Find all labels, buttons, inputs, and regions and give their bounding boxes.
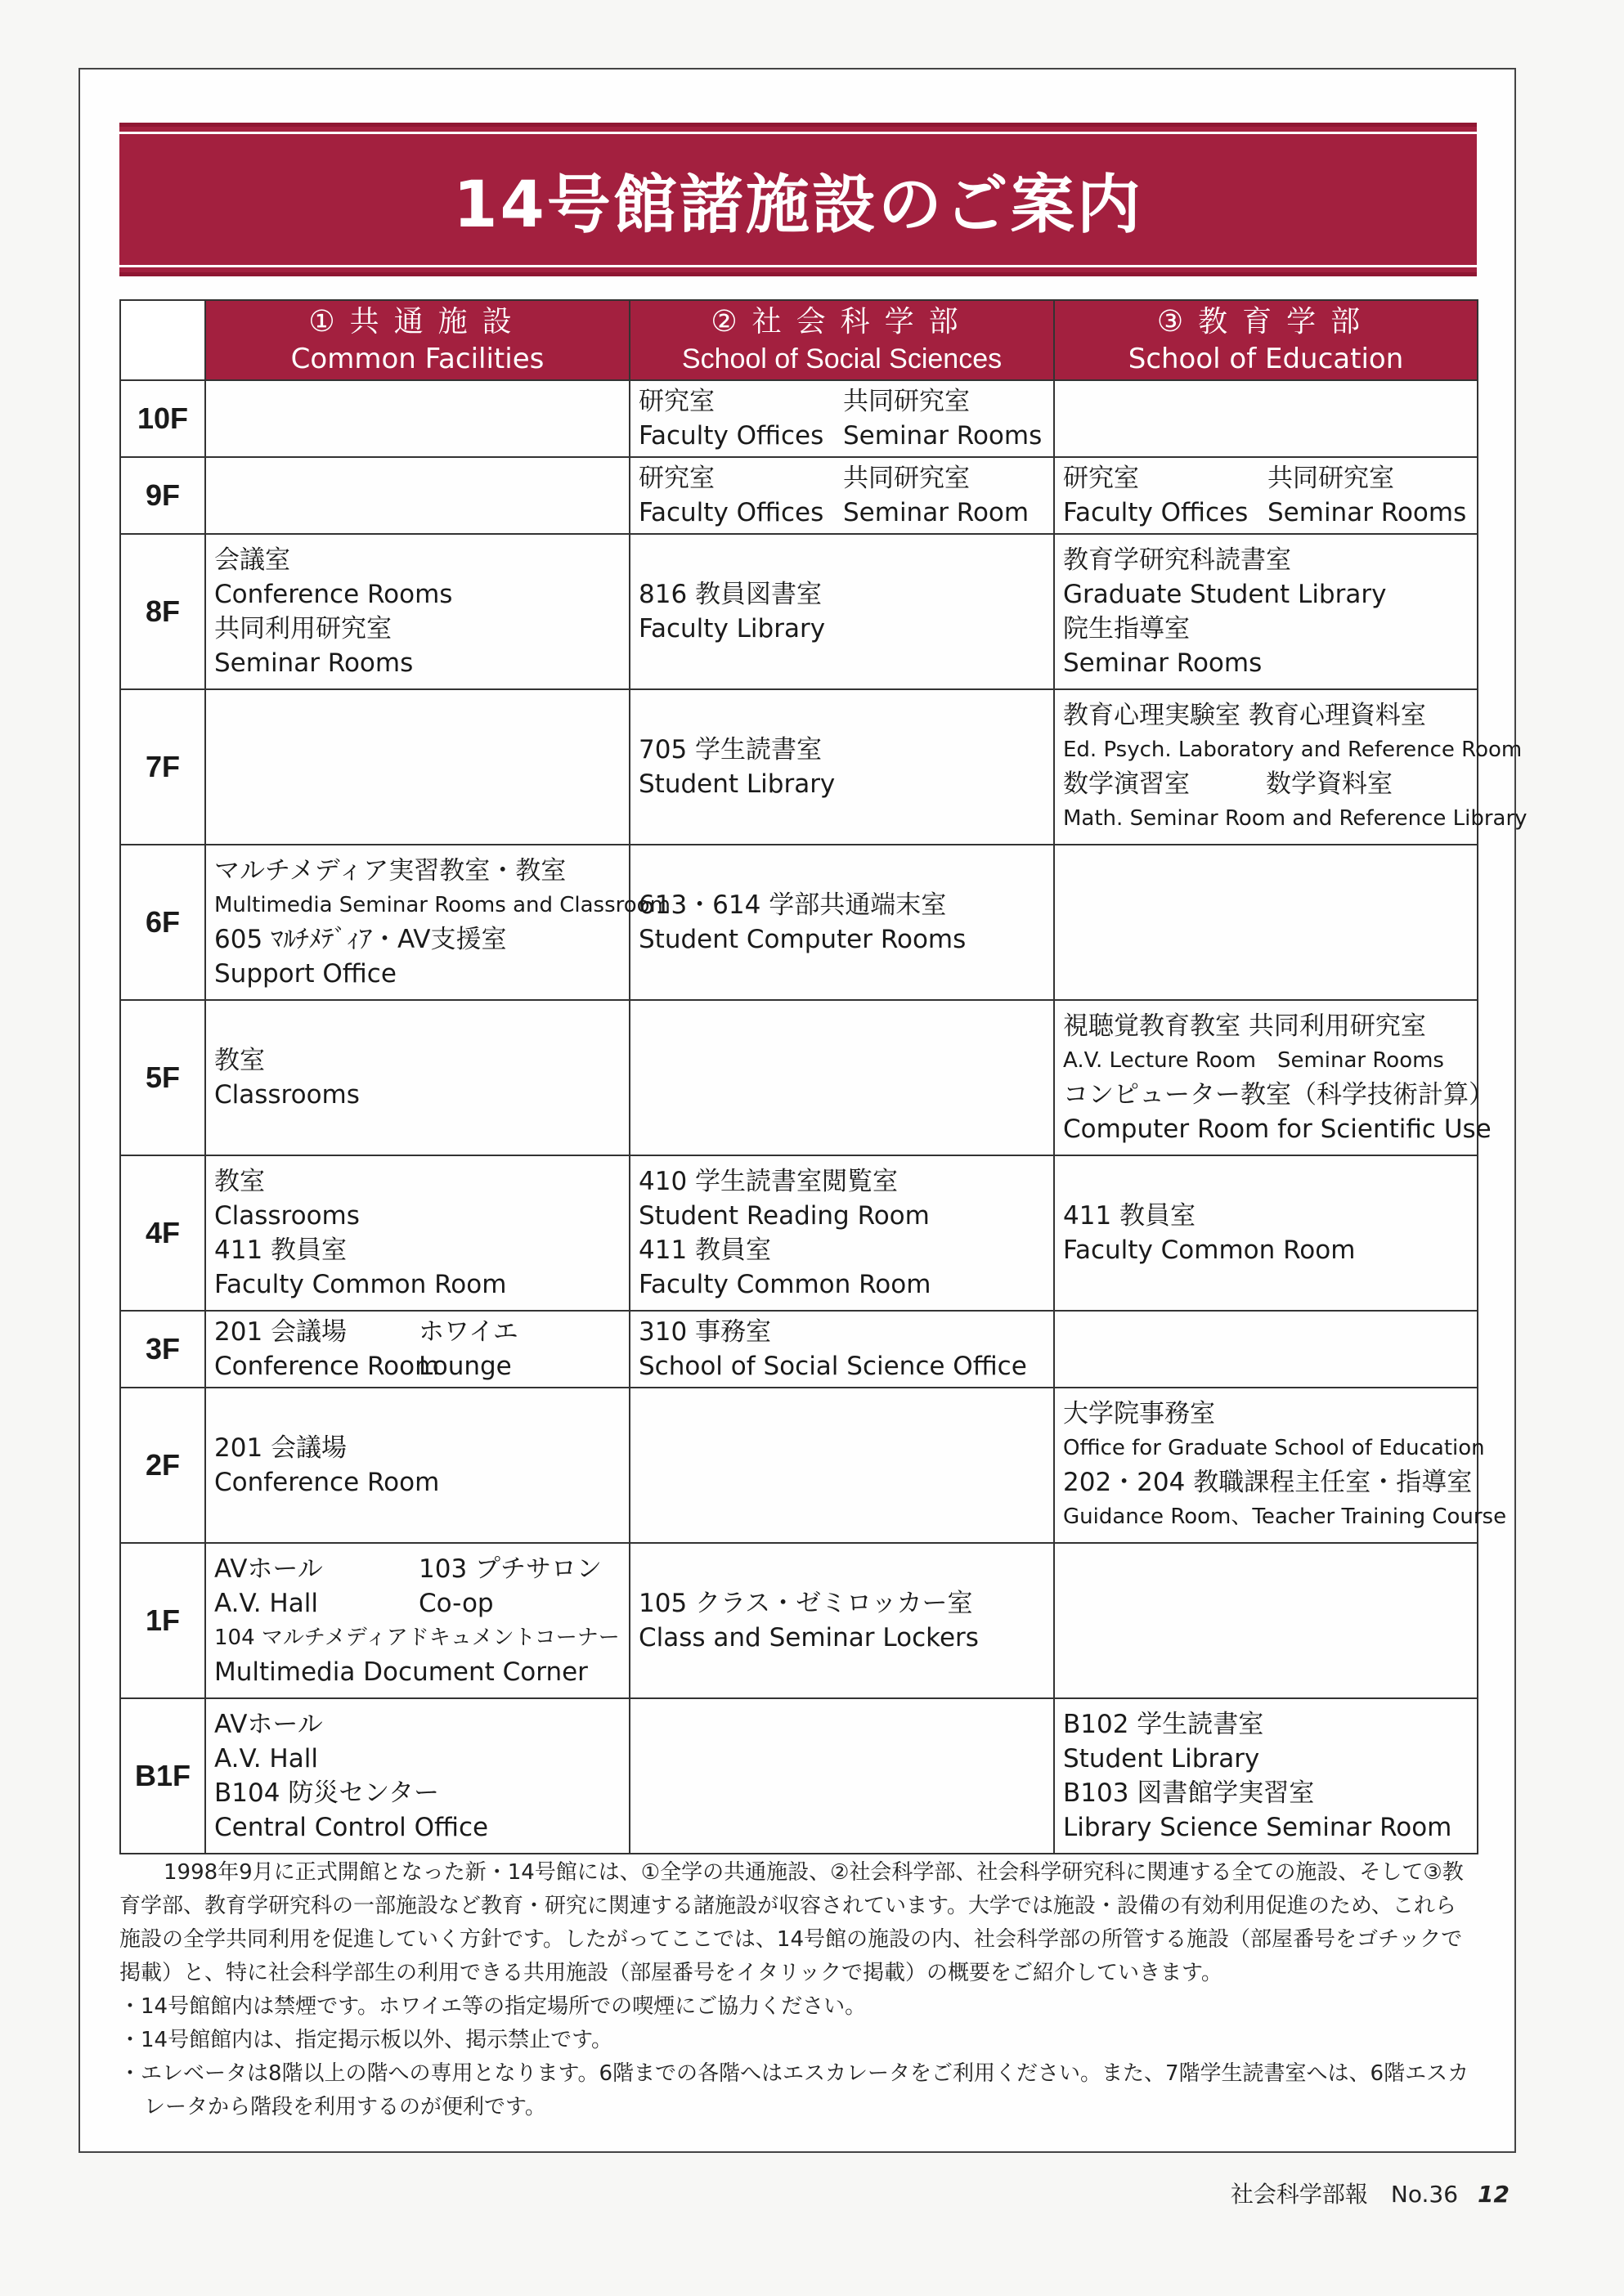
facility-text: 研究室 [639,387,715,416]
facility-cell [205,1311,630,1388]
facility-text: 605 ﾏﾙﾁﾒﾃﾞｨｱ・AV支援室 [214,925,507,954]
facility-cell [630,534,1054,689]
page-title: 14号館諸施設のご案内 [453,168,1143,242]
floor-label: B1F [120,1698,205,1854]
notes-paragraph: 1998年9月に正式開館となった新・14号館には、①全学の共通施設、②社会科学部、社会科学研究科に関連する全ての施設、そして③教育学部、教育学研究科の一部施設など教育・研究に関連する諸施設が収容されています。大学では施設・設備の有効利用促進のため、これら施設の全学共同利用を促進していく方針です。したがってここでは、14号館の施設の内、社会科学部の所管する施設（部屋番号をゴチックで掲載）と、特に社会科学部生の利用できる共用施設（部屋番号をイタリックで掲載）の概要をご紹介していきます。 [119,1860,1464,1985]
facility-cell [1054,1311,1478,1388]
facility-line-pair [639,419,1045,453]
column-header-jp: ①共通施設 [308,305,527,339]
facility-line-pair [639,384,1045,419]
notes-bullet: ・エレベータは8階以上の階への専用となります。6階までの各階へはエスカレータをご利用ください。また、7階学生読書室へは、6階エスカレータから階段を利用するのが便利です。 [119,2061,1469,2119]
facility-text: 研究室 [639,464,715,493]
facility-text: Seminar Rooms [1267,498,1467,527]
facility-line-pair [214,1315,621,1349]
facility-cell [205,1388,630,1543]
table-row [120,534,1478,689]
facility-cell [630,1155,1054,1311]
facility-text: Student Library [639,769,836,799]
facility-text: Multimedia Document Corner [214,1657,588,1687]
facility-cell [1054,689,1528,845]
facility-text: 705 学生読書室 [639,735,823,765]
facility-text: Faculty Offices [639,421,824,451]
column-header-en: School of Social Sciences [681,343,1003,374]
facility-text: ホワイエ [419,1317,518,1347]
floor-label: 4F [120,1155,205,1311]
table-row [120,380,1478,457]
facility-text: 103 プチサロン [419,1554,603,1584]
facility-text: Classrooms [214,1201,360,1231]
facility-text: Faculty Common Room [639,1270,931,1299]
column-header-common [205,300,630,380]
facility-cell [630,689,1054,845]
floor-label: 7F [120,689,205,845]
facility-cell [630,1698,1054,1854]
facility-cell [630,457,1054,534]
floor-label: 8F [120,534,205,689]
facility-cell [1054,457,1478,534]
floor-label: 3F [120,1311,205,1388]
facility-cell [205,457,630,534]
facility-text: 院生指導室 [1063,614,1190,644]
facility-text: 105 クラス・ゼミロッカー室 [639,1589,973,1618]
facility-text: Seminar Room [843,498,1030,527]
facility-text: Lounge [419,1352,512,1381]
facility-cell [205,1543,630,1698]
facility-cell [205,1000,630,1155]
facility-text: 教育心理実験室 教育心理資料室 [1063,701,1426,730]
column-header-en: Common Facilities [290,343,545,375]
table-row [120,1543,1478,1698]
facility-text: Faculty Library [639,614,826,644]
table-header-row [120,300,1478,380]
facility-text: Ed. Psych. Laboratory and Reference Room [1063,738,1523,762]
facility-text: Seminar Rooms [214,648,414,678]
column-header-social-sciences [630,300,1054,380]
facility-text: コンピューター教室（科学技術計算） [1063,1080,1494,1110]
facility-text: Office for Graduate School of Education [1063,1436,1485,1460]
facility-cell [1054,534,1478,689]
facility-line-pair [1063,496,1469,530]
notes-section [119,1856,1477,2124]
facility-text: Conference Rooms [214,580,453,609]
facility-cell [1054,1543,1478,1698]
facility-text: 411 教員室 [214,1235,348,1265]
facility-text: Math. Seminar Room and Reference Library [1063,806,1528,831]
facility-text: Seminar Rooms [843,421,1043,451]
publication-name: 社会科学部報 No.36 [1230,2181,1459,2208]
facility-text: Multimedia Seminar Rooms and Classroom [214,893,671,917]
facility-text: A.V. Hall [214,1589,318,1618]
facility-cell [205,380,630,457]
facility-text: 共同研究室 [843,464,970,493]
facility-text: 201 会議場 [214,1317,348,1347]
column-header-jp: ②社会科学部 [711,305,973,339]
facility-text: 教室 [214,1167,265,1196]
table-row [120,845,1478,1000]
facility-text: Faculty Common Room [214,1270,507,1299]
facility-text: Graduate Student Library [1063,580,1387,609]
facility-text: School of Social Science Office [639,1352,1027,1381]
facility-text: 104 マルチメディアドキュメントコーナー [214,1626,620,1650]
facility-text: 教育学研究科読書室 [1063,545,1291,575]
table-row [120,1155,1478,1311]
facility-text: 視聴覚教育教室 共同利用研究室 [1063,1011,1426,1041]
floor-label: 6F [120,845,205,1000]
facility-text: 201 会議場 [214,1433,348,1463]
facility-text: Guidance Room、Teacher Training Course [1063,1505,1507,1529]
facility-line-pair [214,1586,621,1621]
facility-cell [1054,1698,1478,1854]
facility-text: Central Control Office [214,1813,489,1842]
facility-text: Conference Room [214,1468,440,1497]
facility-line-pair [639,496,1045,530]
table-row [120,457,1478,534]
facility-text: 研究室 [1063,464,1139,493]
table-row [120,689,1478,845]
facility-text: Computer Room for Scientific Use [1063,1114,1492,1144]
floor-label: 9F [120,457,205,534]
facility-text: B103 図書館学実習室 [1063,1778,1315,1808]
table-row [120,1000,1478,1155]
facility-text: 310 事務室 [639,1317,772,1347]
column-header-jp: ③教育学部 [1156,305,1375,339]
facility-text: 教室 [214,1046,265,1075]
facility-cell [1054,1155,1478,1311]
column-header-en: School of Education [1128,343,1404,375]
facility-line-pair [214,1552,621,1586]
facility-cell [1054,1000,1494,1155]
facility-text: B104 防災センター [214,1778,440,1808]
facility-cell [1054,845,1478,1000]
facility-line-pair [639,461,1045,496]
facility-cell [205,689,630,845]
column-header-education [1054,300,1478,380]
facility-text: 共同研究室 [843,387,970,416]
facility-text: Student Library [1063,1744,1260,1774]
facility-cell [1054,380,1478,457]
facility-text: Class and Seminar Lockers [639,1623,979,1652]
table-row [120,1388,1478,1543]
facility-text: 共同研究室 [1267,464,1394,493]
title-banner [119,123,1477,276]
facility-text: 大学院事務室 [1063,1399,1215,1428]
facility-cell [205,1698,630,1854]
floor-label: 1F [120,1543,205,1698]
facility-text: Classrooms [214,1080,360,1110]
facility-cell [205,534,630,689]
facility-cell [205,845,671,1000]
facility-text: Seminar Rooms [1063,648,1263,678]
facility-text: 613・614 学部共通端末室 [639,890,947,920]
facility-text: Faculty Common Room [1063,1235,1356,1265]
facility-text: AVホール [214,1554,323,1584]
facility-text: Faculty Offices [1063,498,1249,527]
facility-text: Student Computer Rooms [639,925,967,954]
facility-text: 411 教員室 [639,1235,772,1265]
table-row [120,1311,1478,1388]
floor-label: 5F [120,1000,205,1155]
corner-cell [120,300,205,380]
facility-text: 202・204 教職課程主任室・指導室 [1063,1468,1473,1497]
facility-text: B102 学生読書室 [1063,1710,1264,1739]
table-row [120,1698,1478,1854]
facility-text: 会議室 [214,545,290,575]
facility-cell [630,845,1054,1000]
facility-cell [630,1000,1054,1155]
facility-text: A.V. Hall [214,1744,318,1774]
facility-cell [630,1543,1054,1698]
facility-text: 410 学生読書室閲覧室 [639,1167,899,1196]
facility-cell [630,1311,1054,1388]
page-footer [1231,2177,1510,2209]
facility-text: Support Office [214,959,397,989]
facility-text: 数学演習室 数学資料室 [1063,769,1393,799]
facility-cell [205,1155,630,1311]
facility-cell [630,1388,1054,1543]
facility-cell [630,380,1054,457]
facility-cell [1054,1388,1507,1543]
page-number: 12 [1478,2181,1510,2208]
facility-table [119,299,1528,1854]
facility-text: AVホール [214,1710,323,1739]
facility-text: 共同利用研究室 [214,614,392,644]
notes-bullet: ・14号館館内は禁煙です。ホワイエ等の指定場所での喫煙にご協力ください。 [119,1994,867,2019]
facility-text: Faculty Offices [639,498,824,527]
facility-text: 411 教員室 [1063,1201,1196,1231]
facility-text: A.V. Lecture Room Seminar Rooms [1063,1048,1444,1073]
floor-label: 2F [120,1388,205,1543]
floor-label: 10F [120,380,205,457]
facility-line-pair [1063,461,1469,496]
facility-text: マルチメディア実習教室・教室 [214,856,567,886]
facility-text: Student Reading Room [639,1201,930,1231]
facility-text: Library Science Seminar Room [1063,1813,1452,1842]
facility-text: 816 教員図書室 [639,580,823,609]
notes-bullet: ・14号館館内は、指定掲示板以外、掲示禁止です。 [119,2028,613,2052]
facility-line-pair [214,1349,621,1383]
facility-text: Conference Room [214,1352,440,1381]
facility-text: Co-op [419,1589,494,1618]
